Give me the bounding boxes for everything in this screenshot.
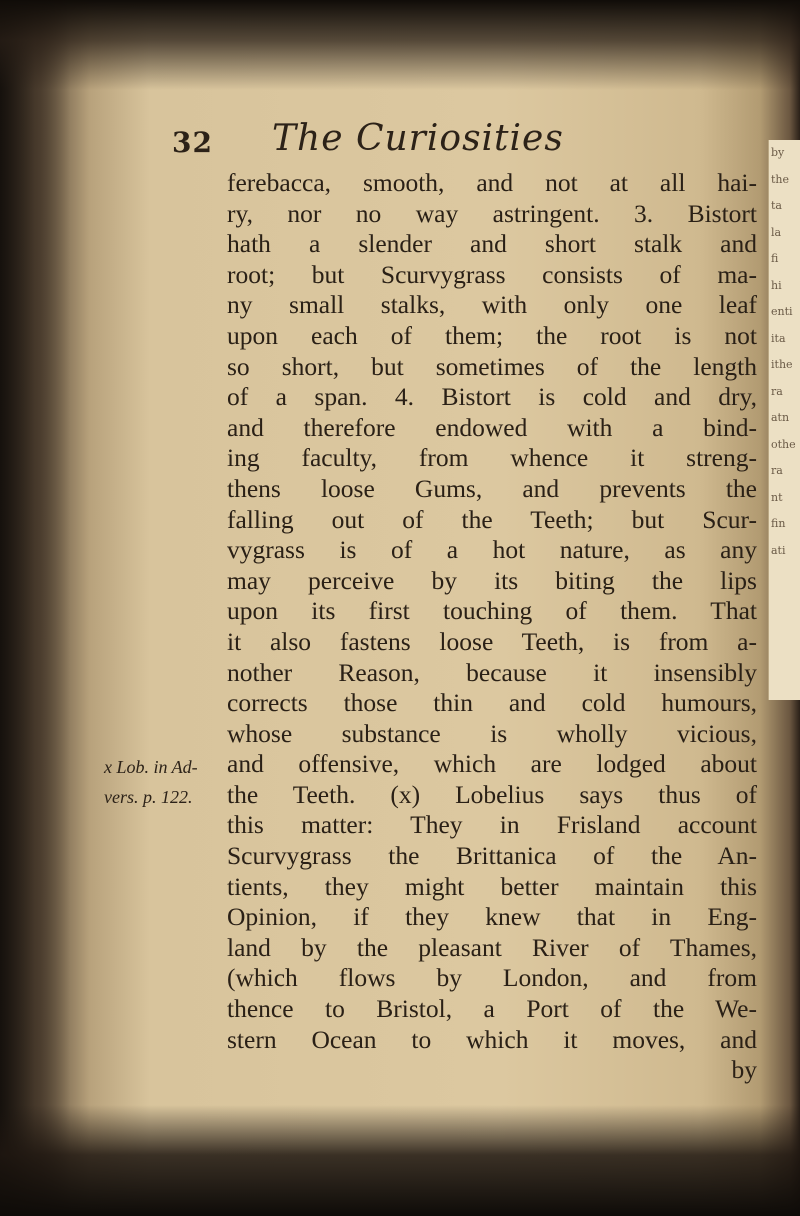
body-text [227,168,757,1086]
fragment: ta [771,199,782,212]
fragment: enti [771,305,793,318]
text-line: ing faculty, from whence it streng- [227,443,757,473]
text-line: whose substance is wholly vicious, [227,718,757,748]
text-line: vygrass is of a hot nature, as any [227,535,757,565]
fragment: hi [771,278,782,292]
fragment: atn [771,411,790,424]
fragment: fin [771,517,786,530]
text-line: ny small stalks, with only one leaf [227,290,757,320]
adjacent-page-edge [768,140,800,700]
text-line: upon each of them; the root is not [227,320,757,350]
text-line: thens loose Gums, and prevents the [227,473,757,503]
text-line: land by the pleasant River of Thames, [227,932,757,962]
text-line: by [731,1055,757,1085]
margin-note [104,752,198,812]
text-line: root; but Scurvygrass consists of ma- [227,259,757,289]
fragment: the [771,172,790,186]
text-line: of a span. 4. Bistort is cold and dry, [227,382,757,412]
fragment: ra [771,464,783,477]
text-line: Scurvygrass the Brittanica of the An- [227,841,757,871]
text-line: thence to Bristol, a Port of the We- [227,994,757,1024]
text-line: nother Reason, because it insensibly [227,657,757,687]
text-line: ferebacca, smooth, and not at all hai- [227,168,757,197]
fragment: ra [771,384,783,398]
text-line: (which flows by London, and from [227,963,757,993]
text-line: tients, they might better maintain this [227,871,757,901]
running-head: The Curiosities [272,118,564,159]
text-line: and offensive, which are lodged about [227,749,757,779]
top-shadow [0,0,800,90]
text-line: it also fastens loose Teeth, is from a- [227,626,757,656]
text-line: corrects those thin and cold humours, [227,688,757,718]
text-line: so short, but sometimes of the length [227,351,757,381]
text-line: Opinion, if they knew that in Eng- [227,902,757,932]
fragment: la [771,225,782,239]
fragment: othe [771,437,796,451]
fragment: ati [771,543,786,557]
text-line: upon its first touching of them. That [227,596,757,626]
fragment: by [771,146,785,159]
margin-note-line: x Lob. in Ad- [104,757,198,777]
text-line: hath a slender and short stalk and [227,229,757,259]
page-number: 32 [172,126,213,159]
fragment: ithe [771,358,793,371]
fragment: fi [771,252,779,265]
bottom-shadow [0,1105,800,1216]
text-line: falling out of the Teeth; but Scur- [227,504,757,534]
text-line: and therefore endowed with a bind- [227,412,757,442]
text-line: the Teeth. (x) Lobelius says thus of [227,779,757,809]
text-line: ry, nor no way astringent. 3. Bistort [227,198,757,228]
margin-note-line: vers. p. 122. [104,787,193,807]
text-line: this matter: They in Frisland account [227,810,757,840]
book-gutter-shadow [0,0,70,1216]
text-line: stern Ocean to which it moves, and [227,1024,757,1054]
fragment: nt [771,490,783,504]
fragment: ita [771,331,786,345]
text-line: may perceive by its biting the lips [227,565,757,595]
